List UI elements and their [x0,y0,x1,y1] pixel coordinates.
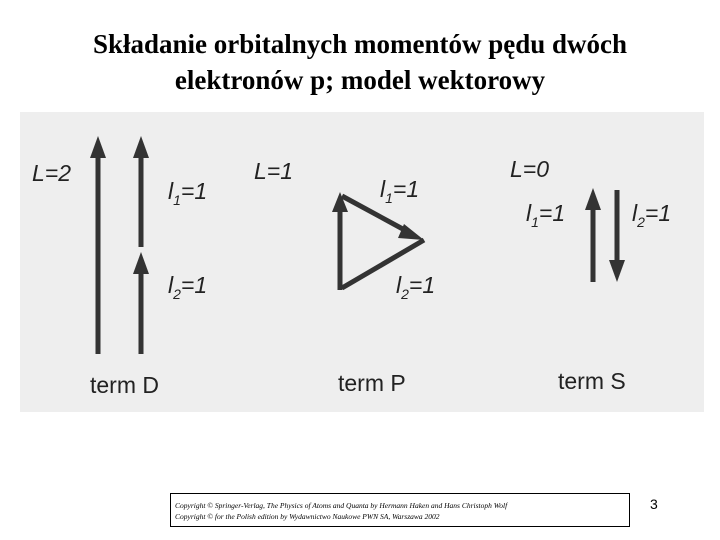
term-s-l2-arrow [609,190,625,282]
title-line-1: Składanie orbitalnych momentów pędu dwóch [92,29,628,59]
copyright-line-1: Copyright © Springer-Verlag, The Physics of Atoms and Quanta by Hermann Haken and Hans Christoph Wolf [175,501,508,510]
term-s-l1-arrow [585,188,601,282]
slide-title [0,26,720,98]
copyright-line-2: Copyright © for the Polish edition by Wydawnictwo Naukowe PWN SA, Warszawa 2002 [175,512,440,521]
term-d-L-arrow [90,136,106,354]
term-d-l2-arrow [133,252,149,354]
term-s-l2-label: $l_2=1$ [632,200,672,230]
title-line-2: elektronów p; model wektorowy [174,65,546,95]
term-s-l1-label: $l_1=1$ [526,200,566,230]
term-d-L-label: L=2 [32,160,72,186]
term-p-l2-label: $l_2=1$ [396,272,436,302]
term-p-L-arrow [332,192,348,290]
term-p-L-label: L=1 [254,158,294,184]
term-d-l2-label: $l_2=1$ [168,272,208,302]
term-s-L-label: L=0 [510,156,550,182]
copyright-notice [170,493,630,527]
term-d-l1-arrow [133,136,149,247]
vector-diagram [20,112,704,412]
term-d-l1-label: $l_1=1$ [168,178,208,208]
term-d-caption: term D [90,372,159,398]
vector-model-figure [20,112,704,412]
term-s-caption: term S [558,368,626,394]
term-p-caption: term P [338,370,406,396]
page-number: 3 [650,496,658,512]
term-p-l1-label: $l_1=1$ [380,176,420,206]
